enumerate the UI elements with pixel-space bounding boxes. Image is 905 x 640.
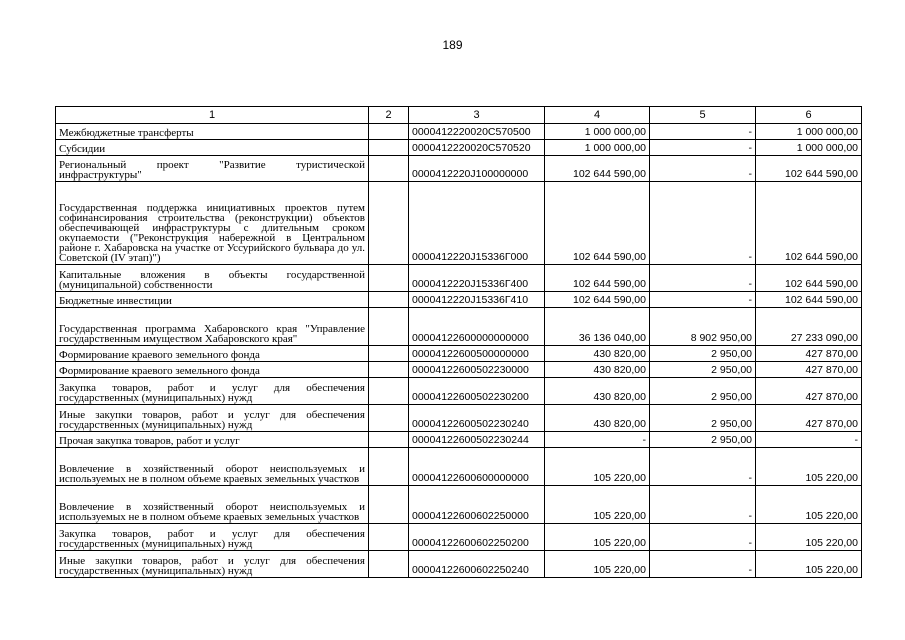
row-code: 00004122600502230200	[409, 378, 545, 405]
row-value-4: 102 644 590,00	[545, 182, 650, 265]
row-value-4: 105 220,00	[545, 524, 650, 551]
row-value-6: 102 644 590,00	[756, 292, 862, 308]
row-value-5: 2 950,00	[650, 346, 756, 362]
table-row	[56, 156, 862, 182]
row-value-4: 105 220,00	[545, 551, 650, 578]
row-col2	[369, 448, 409, 486]
row-value-4: 430 820,00	[545, 378, 650, 405]
row-value-4: 105 220,00	[545, 448, 650, 486]
row-value-6: 27 233 090,00	[756, 308, 862, 346]
row-value-5: -	[650, 124, 756, 140]
row-code: 00004122600500000000	[409, 346, 545, 362]
table-row	[56, 405, 862, 432]
row-code: 00004122600502230240	[409, 405, 545, 432]
row-value-5: -	[650, 524, 756, 551]
row-value-6: -	[756, 432, 862, 448]
row-col2	[369, 551, 409, 578]
row-value-4: 430 820,00	[545, 362, 650, 378]
row-name: Формирование краевого земельного фонда	[56, 346, 369, 362]
row-name: Государственная программа Хабаровского края "Управление государственным имуществом Хабаровского края"	[56, 308, 369, 346]
row-value-6: 1 000 000,00	[756, 140, 862, 156]
row-value-4: 1 000 000,00	[545, 124, 650, 140]
table-row	[56, 265, 862, 292]
row-value-4: 1 000 000,00	[545, 140, 650, 156]
table-row	[56, 182, 862, 265]
row-value-5: -	[650, 182, 756, 265]
row-code: 0000412220J15336Г000	[409, 182, 545, 265]
row-col2	[369, 156, 409, 182]
budget-table	[55, 106, 862, 578]
column-header-2: 2	[369, 107, 409, 124]
row-value-6: 427 870,00	[756, 405, 862, 432]
row-value-6: 102 644 590,00	[756, 182, 862, 265]
table-row	[56, 551, 862, 578]
table-row	[56, 292, 862, 308]
row-value-6: 427 870,00	[756, 378, 862, 405]
row-value-5: 2 950,00	[650, 378, 756, 405]
row-value-6: 102 644 590,00	[756, 156, 862, 182]
row-code: 0000412220J15336Г400	[409, 265, 545, 292]
row-col2	[369, 265, 409, 292]
row-value-4: 102 644 590,00	[545, 156, 650, 182]
column-header-3: 3	[409, 107, 545, 124]
column-header-5: 5	[650, 107, 756, 124]
row-value-6: 105 220,00	[756, 524, 862, 551]
table-row	[56, 486, 862, 524]
row-code: 0000412220020С570500	[409, 124, 545, 140]
table-row	[56, 124, 862, 140]
row-value-4: 105 220,00	[545, 486, 650, 524]
row-name: Вовлечение в хозяйственный оборот неиспользуемых и используемых не в полном объеме краевых земельных участков	[56, 486, 369, 524]
row-value-5: -	[650, 156, 756, 182]
column-header-1: 1	[56, 107, 369, 124]
row-code: 00004122600602250200	[409, 524, 545, 551]
row-value-6: 105 220,00	[756, 448, 862, 486]
row-col2	[369, 308, 409, 346]
table-row	[56, 524, 862, 551]
row-col2	[369, 362, 409, 378]
row-col2	[369, 524, 409, 551]
row-name: Региональный проект "Развитие туристической инфраструктуры"	[56, 156, 369, 182]
table-row	[56, 346, 862, 362]
row-value-6: 427 870,00	[756, 346, 862, 362]
row-code: 00004122600502230244	[409, 432, 545, 448]
table-header-row	[56, 107, 862, 124]
row-name: Формирование краевого земельного фонда	[56, 362, 369, 378]
row-col2	[369, 405, 409, 432]
row-name: Межбюджетные трансферты	[56, 124, 369, 140]
row-value-5: -	[650, 551, 756, 578]
table-row	[56, 308, 862, 346]
row-code: 0000412220020С570520	[409, 140, 545, 156]
row-value-6: 105 220,00	[756, 551, 862, 578]
row-value-5: 2 950,00	[650, 432, 756, 448]
table-row	[56, 362, 862, 378]
row-name: Закупка товаров, работ и услуг для обеспечения государственных (муниципальных) нужд	[56, 524, 369, 551]
row-value-4: 36 136 040,00	[545, 308, 650, 346]
row-value-5: -	[650, 448, 756, 486]
table-row	[56, 432, 862, 448]
row-name: Прочая закупка товаров, работ и услуг	[56, 432, 369, 448]
row-code: 00004122600602250000	[409, 486, 545, 524]
row-name: Вовлечение в хозяйственный оборот неиспользуемых и используемых не в полном объеме краевых земельных участков	[56, 448, 369, 486]
row-value-4: 430 820,00	[545, 346, 650, 362]
table-row	[56, 140, 862, 156]
row-value-5: -	[650, 265, 756, 292]
row-col2	[369, 486, 409, 524]
row-col2	[369, 292, 409, 308]
row-name: Закупка товаров, работ и услуг для обеспечения государственных (муниципальных) нужд	[56, 378, 369, 405]
table-row	[56, 378, 862, 405]
row-value-4: -	[545, 432, 650, 448]
row-col2	[369, 182, 409, 265]
row-name: Капитальные вложения в объекты государственной (муниципальной) собственности	[56, 265, 369, 292]
column-header-6: 6	[756, 107, 862, 124]
column-header-4: 4	[545, 107, 650, 124]
row-name: Бюджетные инвестиции	[56, 292, 369, 308]
row-name: Государственная поддержка инициативных проектов путем софинансирования строительства (реконструкции) объектов обеспечивающей инфраструктуры с длительным сроком окупаемости ("Реконструкция набережной в Центральном районе г. Хабаровска на участке от Уссурийского бульвара до ул. Советской (IV этап)")	[56, 182, 369, 265]
row-col2	[369, 140, 409, 156]
row-code: 0000412220J100000000	[409, 156, 545, 182]
row-name: Субсидии	[56, 140, 369, 156]
row-code: 00004122600602250240	[409, 551, 545, 578]
row-value-5: -	[650, 292, 756, 308]
row-value-6: 105 220,00	[756, 486, 862, 524]
row-col2	[369, 378, 409, 405]
row-code: 00004122600600000000	[409, 448, 545, 486]
row-value-4: 102 644 590,00	[545, 292, 650, 308]
row-code: 00004122600000000000	[409, 308, 545, 346]
row-name: Иные закупки товаров, работ и услуг для обеспечения государственных (муниципальных) нужд	[56, 551, 369, 578]
row-code: 0000412220J15336Г410	[409, 292, 545, 308]
row-value-4: 430 820,00	[545, 405, 650, 432]
row-name: Иные закупки товаров, работ и услуг для обеспечения государственных (муниципальных) нужд	[56, 405, 369, 432]
row-code: 00004122600502230000	[409, 362, 545, 378]
row-value-5: -	[650, 140, 756, 156]
row-value-5: -	[650, 486, 756, 524]
row-value-6: 427 870,00	[756, 362, 862, 378]
row-value-6: 102 644 590,00	[756, 265, 862, 292]
row-value-5: 2 950,00	[650, 362, 756, 378]
table-row	[56, 448, 862, 486]
row-col2	[369, 124, 409, 140]
row-value-4: 102 644 590,00	[545, 265, 650, 292]
row-value-5: 2 950,00	[650, 405, 756, 432]
row-col2	[369, 346, 409, 362]
row-value-6: 1 000 000,00	[756, 124, 862, 140]
page-number: 189	[442, 38, 463, 52]
row-col2	[369, 432, 409, 448]
row-value-5: 8 902 950,00	[650, 308, 756, 346]
